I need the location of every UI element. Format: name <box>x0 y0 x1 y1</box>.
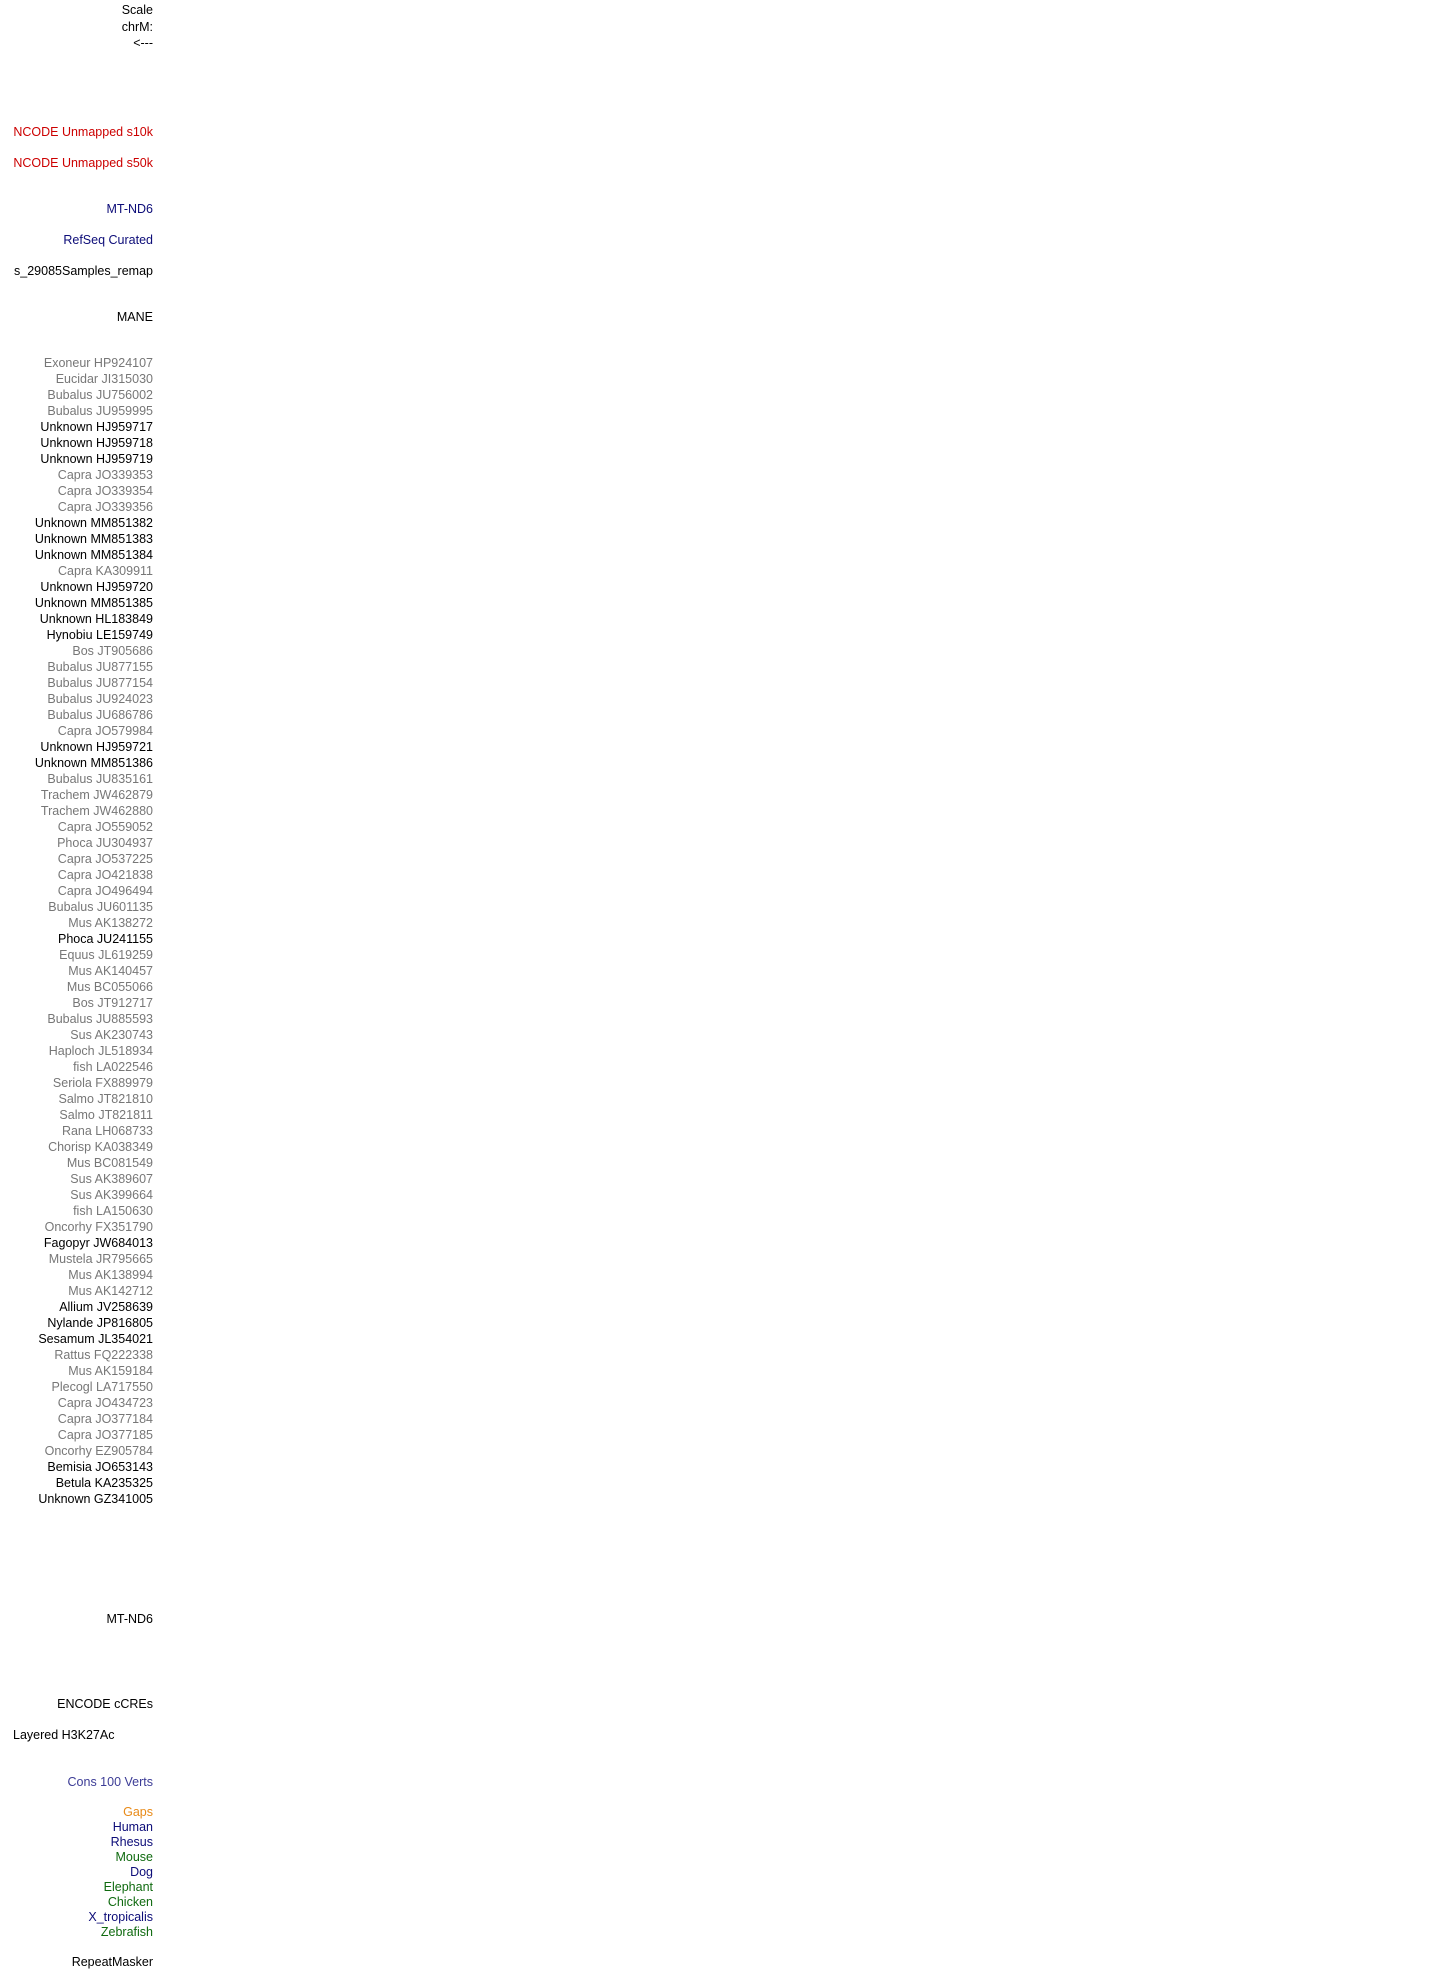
mrna-item-label[interactable]: Phoca JU241155 <box>58 932 153 946</box>
mrna-item-label[interactable]: Phoca JU304937 <box>57 836 153 850</box>
species-label-elephant: Elephant <box>103 1880 153 1894</box>
species-label-mouse: Mouse <box>115 1850 153 1864</box>
species-label-chicken: Chicken <box>107 1895 153 1909</box>
track-label-encode-unmapped-s50k[interactable]: NCODE Unmapped s50k <box>13 156 153 170</box>
mrna-item-label[interactable]: Bubalus JU924023 <box>47 692 153 706</box>
species-label-dog: Dog <box>130 1865 153 1879</box>
mrna-item-label[interactable]: Rana LH068733 <box>61 1124 153 1138</box>
mrna-item-label[interactable]: Mus AK140457 <box>68 964 153 978</box>
mrna-item-label[interactable]: Unknown HJ959720 <box>40 580 153 594</box>
track-label-repeatmasker[interactable]: RepeatMasker <box>71 1955 153 1969</box>
mrna-item-label[interactable]: Unknown GZ341005 <box>38 1492 153 1506</box>
mrna-item-label[interactable]: Capra JO339354 <box>57 484 153 498</box>
mrna-item-label[interactable]: Bubalus JU877155 <box>47 660 153 674</box>
mrna-item-label[interactable]: Mus AK138994 <box>68 1268 153 1282</box>
mrna-item-label[interactable]: Unknown HJ959718 <box>40 436 153 450</box>
mrna-item-label[interactable]: Unknown MM851385 <box>34 596 153 610</box>
mrna-item-label[interactable]: Unknown MM851383 <box>34 532 153 546</box>
mrna-item-label[interactable]: Capra JO434723 <box>57 1396 153 1410</box>
mrna-item-label[interactable]: Capra JO339356 <box>57 500 153 514</box>
mrna-item-label[interactable]: Unknown HJ959717 <box>40 420 153 434</box>
mrna-item-label[interactable]: Capra JO579984 <box>57 724 153 738</box>
mrna-item-label[interactable]: Capra JO537225 <box>57 852 153 866</box>
mrna-item-label[interactable]: Unknown HJ959721 <box>40 740 153 754</box>
scale-label: Scale <box>121 3 153 17</box>
mrna-item-label[interactable]: Fagopyr JW684013 <box>43 1236 153 1250</box>
strand-arrow-label: <--- <box>133 36 153 50</box>
mrna-item-label[interactable]: Nylande JP816805 <box>47 1316 153 1330</box>
mrna-item-label[interactable]: Capra KA309911 <box>58 564 153 578</box>
track-label-encode-ccres[interactable]: ENCODE cCREs <box>57 1697 153 1711</box>
chrom-label: chrM: <box>121 20 153 34</box>
mrna-item-label[interactable]: Unknown HJ959719 <box>40 452 153 466</box>
mrna-item-label[interactable]: Mustela JR795665 <box>48 1252 153 1266</box>
track-label-encode-unmapped-s10k[interactable]: NCODE Unmapped s10k <box>13 125 153 139</box>
species-label-rhesus: Rhesus <box>110 1835 153 1849</box>
mrna-item-label[interactable]: Bubalus JU686786 <box>47 708 153 722</box>
mrna-item-label[interactable]: Bubalus JU885593 <box>47 1012 153 1026</box>
species-label-gaps: Gaps <box>123 1805 153 1819</box>
gene-label-mt-nd6[interactable]: MT-ND6 <box>106 202 153 216</box>
mrna-item-label[interactable]: Bubalus JU877154 <box>47 676 153 690</box>
track-image-area[interactable] <box>153 0 1443 1971</box>
mrna-item-label[interactable]: Trachem JW462879 <box>40 788 153 802</box>
mrna-item-label[interactable]: Salmo JT821811 <box>59 1108 153 1122</box>
mrna-item-label[interactable]: Bubalus JU959995 <box>47 404 153 418</box>
mrna-item-label[interactable]: Betula KA235325 <box>55 1476 153 1490</box>
species-label-human: Human <box>112 1820 153 1834</box>
track-label-layered-h3k27ac[interactable]: Layered H3K27Ac <box>13 1728 115 1742</box>
species-label-x-tropicalis: X_tropicalis <box>88 1910 153 1924</box>
mrna-item-label[interactable]: Hynobiu LE159749 <box>46 628 153 642</box>
mrna-item-label[interactable]: Exoneur HP924107 <box>43 356 153 370</box>
mrna-item-label[interactable]: Unknown MM851386 <box>34 756 153 770</box>
mrna-item-label[interactable]: fish LA150630 <box>73 1204 153 1218</box>
mrna-item-label[interactable]: Bubalus JU756002 <box>47 388 153 402</box>
mrna-item-label[interactable]: Mus AK159184 <box>68 1364 153 1378</box>
mrna-item-label[interactable]: Salmo JT821810 <box>58 1092 153 1106</box>
mrna-item-label[interactable]: Capra JO421838 <box>57 868 153 882</box>
mrna-item-label[interactable]: fish LA022546 <box>73 1060 153 1074</box>
mrna-item-label[interactable]: Plecogl LA717550 <box>51 1380 153 1394</box>
mrna-item-label[interactable]: Mus AK138272 <box>68 916 153 930</box>
mrna-item-label[interactable]: Eucidar JI315030 <box>55 372 153 386</box>
gene-label-mt-nd6-2[interactable]: MT-ND6 <box>106 1612 153 1626</box>
mrna-item-label[interactable]: Rattus FQ222338 <box>54 1348 153 1362</box>
track-label-cons-100-verts[interactable]: Cons 100 Verts <box>67 1775 153 1789</box>
mrna-item-label[interactable]: Unknown MM851382 <box>34 516 153 530</box>
mrna-item-label[interactable]: Capra JO559052 <box>57 820 153 834</box>
mrna-item-label[interactable]: Unknown MM851384 <box>34 548 153 562</box>
track-label-mane[interactable]: MANE <box>116 310 153 324</box>
mrna-item-label[interactable]: Seriola FX889979 <box>52 1076 153 1090</box>
track-label-panel <box>0 0 153 1971</box>
mrna-item-label[interactable]: Bos JT912717 <box>72 996 153 1010</box>
mrna-item-label[interactable]: Mus BC081549 <box>66 1156 153 1170</box>
mrna-item-label[interactable]: Oncorhy FX351790 <box>44 1220 153 1234</box>
mrna-item-label[interactable]: Bemisia JO653143 <box>47 1460 153 1474</box>
mrna-item-label[interactable]: Sesamum JL354021 <box>38 1332 153 1346</box>
mrna-item-label[interactable]: Capra JO339353 <box>57 468 153 482</box>
track-label-samples-remap[interactable]: s_29085Samples_remap <box>14 264 153 278</box>
mrna-item-label[interactable]: Bubalus JU601135 <box>48 900 153 914</box>
mrna-item-label[interactable]: Bos JT905686 <box>72 644 153 658</box>
mrna-item-label[interactable]: Bubalus JU835161 <box>47 772 153 786</box>
mrna-item-label[interactable]: Chorisp KA038349 <box>48 1140 153 1154</box>
track-label-refseq-curated[interactable]: RefSeq Curated <box>63 233 153 247</box>
mrna-item-label[interactable]: Allium JV258639 <box>59 1300 153 1314</box>
mrna-item-label[interactable]: Sus AK389607 <box>70 1172 153 1186</box>
mrna-item-label[interactable]: Unknown HL183849 <box>39 612 153 626</box>
mrna-item-label[interactable]: Mus AK142712 <box>68 1284 153 1298</box>
mrna-item-label[interactable]: Mus BC055066 <box>66 980 153 994</box>
mrna-item-label[interactable]: Sus AK230743 <box>70 1028 153 1042</box>
mrna-item-label[interactable]: Haploch JL518934 <box>48 1044 153 1058</box>
mrna-item-label[interactable]: Sus AK399664 <box>70 1188 153 1202</box>
mrna-item-label[interactable]: Oncorhy EZ905784 <box>44 1444 153 1458</box>
species-label-zebrafish: Zebrafish <box>100 1925 153 1939</box>
mrna-item-label[interactable]: Capra JO377185 <box>57 1428 153 1442</box>
mrna-item-label[interactable]: Capra JO496494 <box>57 884 153 898</box>
mrna-item-label[interactable]: Trachem JW462880 <box>40 804 153 818</box>
mrna-item-label[interactable]: Capra JO377184 <box>57 1412 153 1426</box>
mrna-item-label[interactable]: Equus JL619259 <box>59 948 153 962</box>
